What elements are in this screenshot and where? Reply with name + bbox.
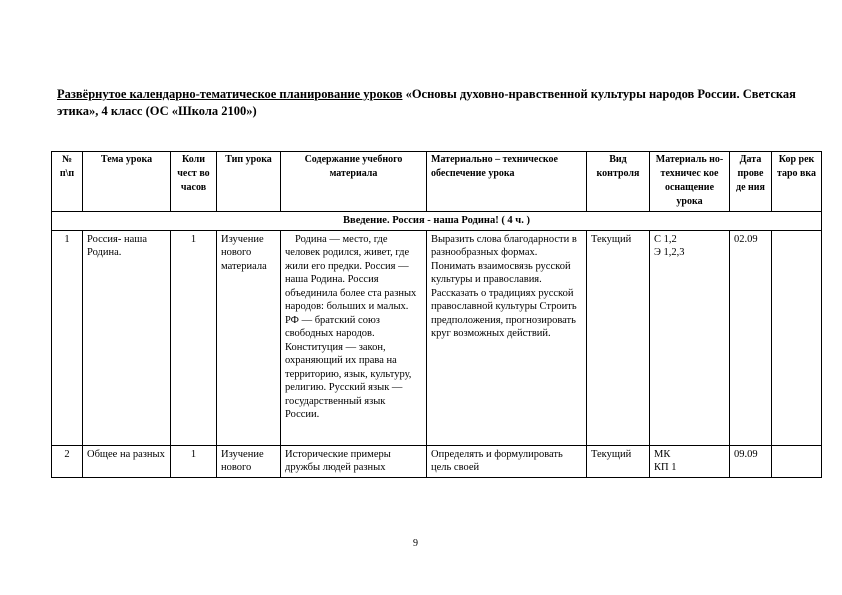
header-type: Тип урока [217, 152, 281, 212]
header-equipment: Материаль но-техничес кое оснащение урока [650, 152, 730, 212]
header-materials: Материально – техническое обеспечение урока [427, 152, 587, 212]
cell-control: Текущий [587, 230, 650, 445]
cell-materials: Выразить слова благодарности в разнообразных формах. Понимать взаимосвязь русской культуры и православия. Рассказать о традициях русской православной культуры Строить предположения, прогнозировать круг возможных действий. [427, 230, 587, 445]
equipment-line: Э 1,2,3 [654, 247, 685, 258]
equipment-line: КП 1 [654, 462, 677, 473]
cell-date: 02.09 [730, 230, 772, 445]
header-content: Содержание учебного материала [281, 152, 427, 212]
cell-equipment [650, 445, 730, 477]
header-hours: Коли чест во часов [171, 152, 217, 212]
heading-rest: «Основы духовно-нравственной культуры народов России. Светская этика», 4 класс (ОС «Школа 2100») [57, 87, 796, 118]
equipment-line: С 1,2 [654, 233, 677, 245]
section-title: Введение. Россия - наша Родина! ( 4 ч. ) [52, 212, 822, 231]
cell-hours: 1 [171, 445, 217, 477]
header-date: Дата прове де ния [730, 152, 772, 212]
cell-topic: Общее на разных [83, 445, 171, 477]
header-num: № п\п [52, 152, 83, 212]
cell-materials: Определять и формулировать цель своей [427, 445, 587, 477]
cell-date: 09.09 [730, 445, 772, 477]
cell-num: 1 [52, 230, 83, 445]
cell-content: Родина — место, где человек родился, живет, где жили его предки. Россия — наша Родина. Россия объединила более ста разных народов: больших и малых. РФ — братский союз свободных народов. Конституция — закон, охраняющий их права на территорию, язык, культуру, религию. Русский язык — государственный язык России. [281, 230, 427, 445]
cell-equipment [650, 230, 730, 445]
heading-lead: Развёрнутое календарно-тематическое планирование уроков [57, 87, 403, 101]
cell-correction [772, 445, 822, 477]
cell-type: Изучение нового [217, 445, 281, 477]
section-row [52, 212, 822, 231]
cell-correction [772, 230, 822, 445]
lesson-plan-table [51, 151, 822, 478]
cell-type: Изучение нового материала [217, 230, 281, 445]
cell-hours: 1 [171, 230, 217, 445]
table-header-row [52, 152, 822, 212]
cell-content: Исторические примеры дружбы людей разных [281, 445, 427, 477]
page-number: 9 [413, 538, 418, 549]
table-row [52, 445, 822, 477]
header-topic: Тема урока [83, 152, 171, 212]
page-heading [57, 86, 797, 120]
equipment-line: МК [654, 448, 671, 460]
header-correction: Кор рек таро вка [772, 152, 822, 212]
table-row [52, 230, 822, 445]
cell-control: Текущий [587, 445, 650, 477]
header-control: Вид контроля [587, 152, 650, 212]
cell-num: 2 [52, 445, 83, 477]
cell-topic: Россия- наша Родина. [83, 230, 171, 445]
